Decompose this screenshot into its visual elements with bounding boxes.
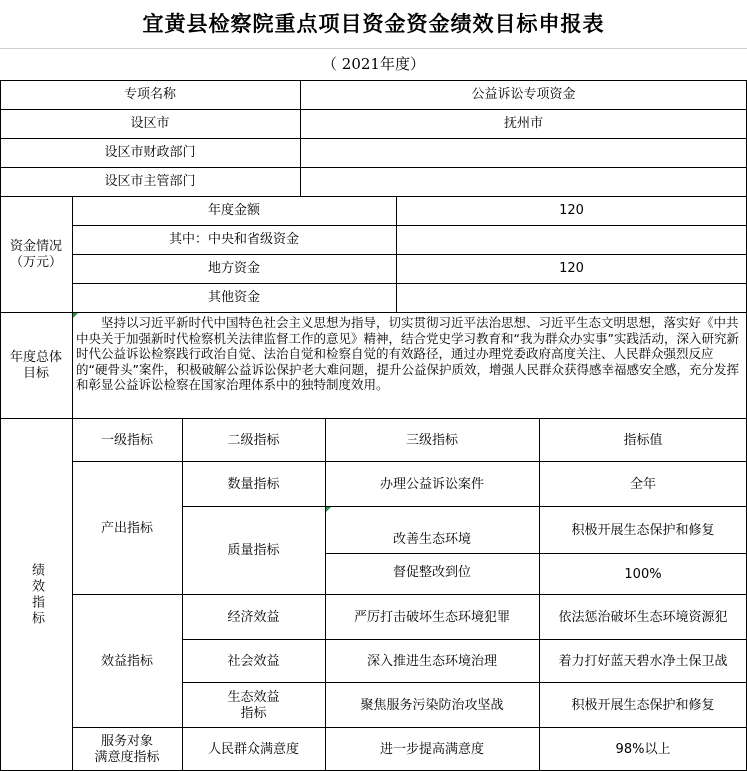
eco-value: 积极开展生态保护和修复 (539, 683, 747, 728)
social-item: 深入推进生态环境治理 (325, 640, 539, 683)
economic-value: 依法惩治破坏生态环境资源犯 (539, 595, 747, 640)
quality-value-rectification: 100% (539, 554, 747, 595)
funding-other-value (396, 284, 747, 312)
annual-goal-label (0, 313, 72, 419)
satisfaction-label-line1: 服务对象 (100, 733, 153, 749)
grid-line (72, 225, 747, 226)
grid-line (0, 167, 747, 168)
city-value: 抚州市 (300, 110, 747, 138)
satisfaction-item: 进一步提高满意度 (325, 728, 539, 771)
eco-benefit-label-line2: 指标 (240, 705, 267, 721)
grid-line (0, 138, 747, 139)
funding-annual-value: 120 (396, 197, 747, 225)
satisfaction-sub-label: 人民群众满意度 (182, 728, 325, 771)
funding-central-value (396, 226, 747, 254)
grid-line (72, 254, 747, 255)
indicators-section-label: 绩效指标 (0, 419, 72, 771)
funding-local-value: 120 (396, 255, 747, 283)
funding-label (0, 197, 72, 313)
project-name-label: 专项名称 (0, 81, 300, 109)
grid-line (72, 196, 73, 771)
eco-benefit-label (182, 683, 325, 728)
grid-line (0, 418, 747, 419)
cell-marker-icon (73, 313, 78, 318)
quality-indicator-label: 质量指标 (182, 507, 325, 595)
social-value: 着力打好蓝天碧水净土保卫战 (539, 640, 747, 683)
funding-label-line1: 资金情况 (9, 239, 62, 254)
grid-line (0, 80, 747, 81)
funding-local-label: 地方资金 (72, 255, 396, 283)
grid-line (539, 418, 540, 771)
header-level3: 三级指标 (325, 419, 539, 462)
grid-line (72, 727, 747, 728)
grid-line (72, 594, 747, 595)
grid-line (396, 196, 397, 313)
finance-dept-value (300, 139, 747, 167)
social-benefit-label: 社会效益 (182, 640, 325, 683)
competent-dept-value (300, 168, 747, 196)
header-level2: 二级指标 (182, 419, 325, 462)
quality-item-environment: 改善生态环境 (325, 507, 539, 554)
form-title: 宜黄县检察院重点项目资金资金绩效目标申报表 (0, 0, 747, 48)
economic-item: 严厉打击破坏生态环境犯罪 (325, 595, 539, 640)
grid-line (72, 461, 747, 462)
quality-value-environment: 积极开展生态保护和修复 (539, 507, 747, 554)
eco-benefit-label-line1: 生态效益 (227, 689, 280, 705)
satisfaction-value: 98%以上 (539, 728, 747, 771)
fiscal-year: （ 2021年度） (0, 48, 747, 80)
project-name-value: 公益诉讼专项资金 (300, 81, 747, 109)
economic-benefit-label: 经济效益 (182, 595, 325, 640)
satisfaction-indicator-label (72, 728, 182, 771)
grid-line (0, 196, 747, 197)
quality-item-rectification: 督促整改到位 (325, 554, 539, 595)
grid-line (0, 48, 747, 49)
grid-line (325, 418, 326, 771)
quantity-item: 办理公益诉讼案件 (325, 462, 539, 507)
grid-line (0, 109, 747, 110)
grid-line (0, 80, 1, 771)
city-label: 设区市 (0, 110, 300, 138)
satisfaction-label-line2: 满意度指标 (94, 749, 160, 765)
benefit-indicator-label: 效益指标 (72, 595, 182, 728)
quantity-indicator-label: 数量指标 (182, 462, 325, 507)
grid-line (325, 553, 747, 554)
grid-line (182, 682, 747, 683)
funding-annual-label: 年度金额 (72, 197, 396, 225)
competent-dept-label: 设区市主管部门 (0, 168, 300, 196)
annual-goal-label-line1: 年度总体 (9, 350, 62, 365)
grid-line (182, 418, 183, 771)
quantity-value: 全年 (539, 462, 747, 507)
cell-marker-icon (326, 507, 331, 512)
funding-other-label: 其他资金 (72, 284, 396, 312)
header-value: 指标值 (539, 419, 747, 462)
funding-central-label: 其中：中央和省级资金 (72, 226, 396, 254)
finance-dept-label: 设区市财政部门 (0, 139, 300, 167)
annual-goal-text: 坚持以习近平新时代中国特色社会主义思想为指导，切实贯彻习近平法治思想、习近平生态文明思想，落实好《中共中央关于加强新时代检察机关法律监督工作的意见》精神，结合党史学习教育和“我为群众办实事”实践活动，深入研究新时代公益诉讼检察践行政治自觉、法治自觉和检察自觉的有效路径，通过办理党委政府高度关注、人民群众强烈反应的“硬骨头”案件，积极破解公益诉讼保护老大难问题，提升公益保护质效，增强人民群众获得感幸福感安全感，充分发挥和彰显公益诉讼检察在国家治理体系中的独特制度效用。 (72, 313, 747, 419)
grid-line (182, 639, 747, 640)
header-level1: 一级指标 (72, 419, 182, 462)
output-indicator-label: 产出指标 (72, 462, 182, 595)
grid-line (0, 312, 747, 313)
grid-line (300, 80, 301, 197)
grid-line (72, 283, 747, 284)
grid-line (182, 506, 747, 507)
eco-item: 聚焦服务污染防治攻坚战 (325, 683, 539, 728)
funding-label-line2: （万元） (9, 255, 62, 270)
annual-goal-label-line2: 目标 (22, 366, 49, 381)
